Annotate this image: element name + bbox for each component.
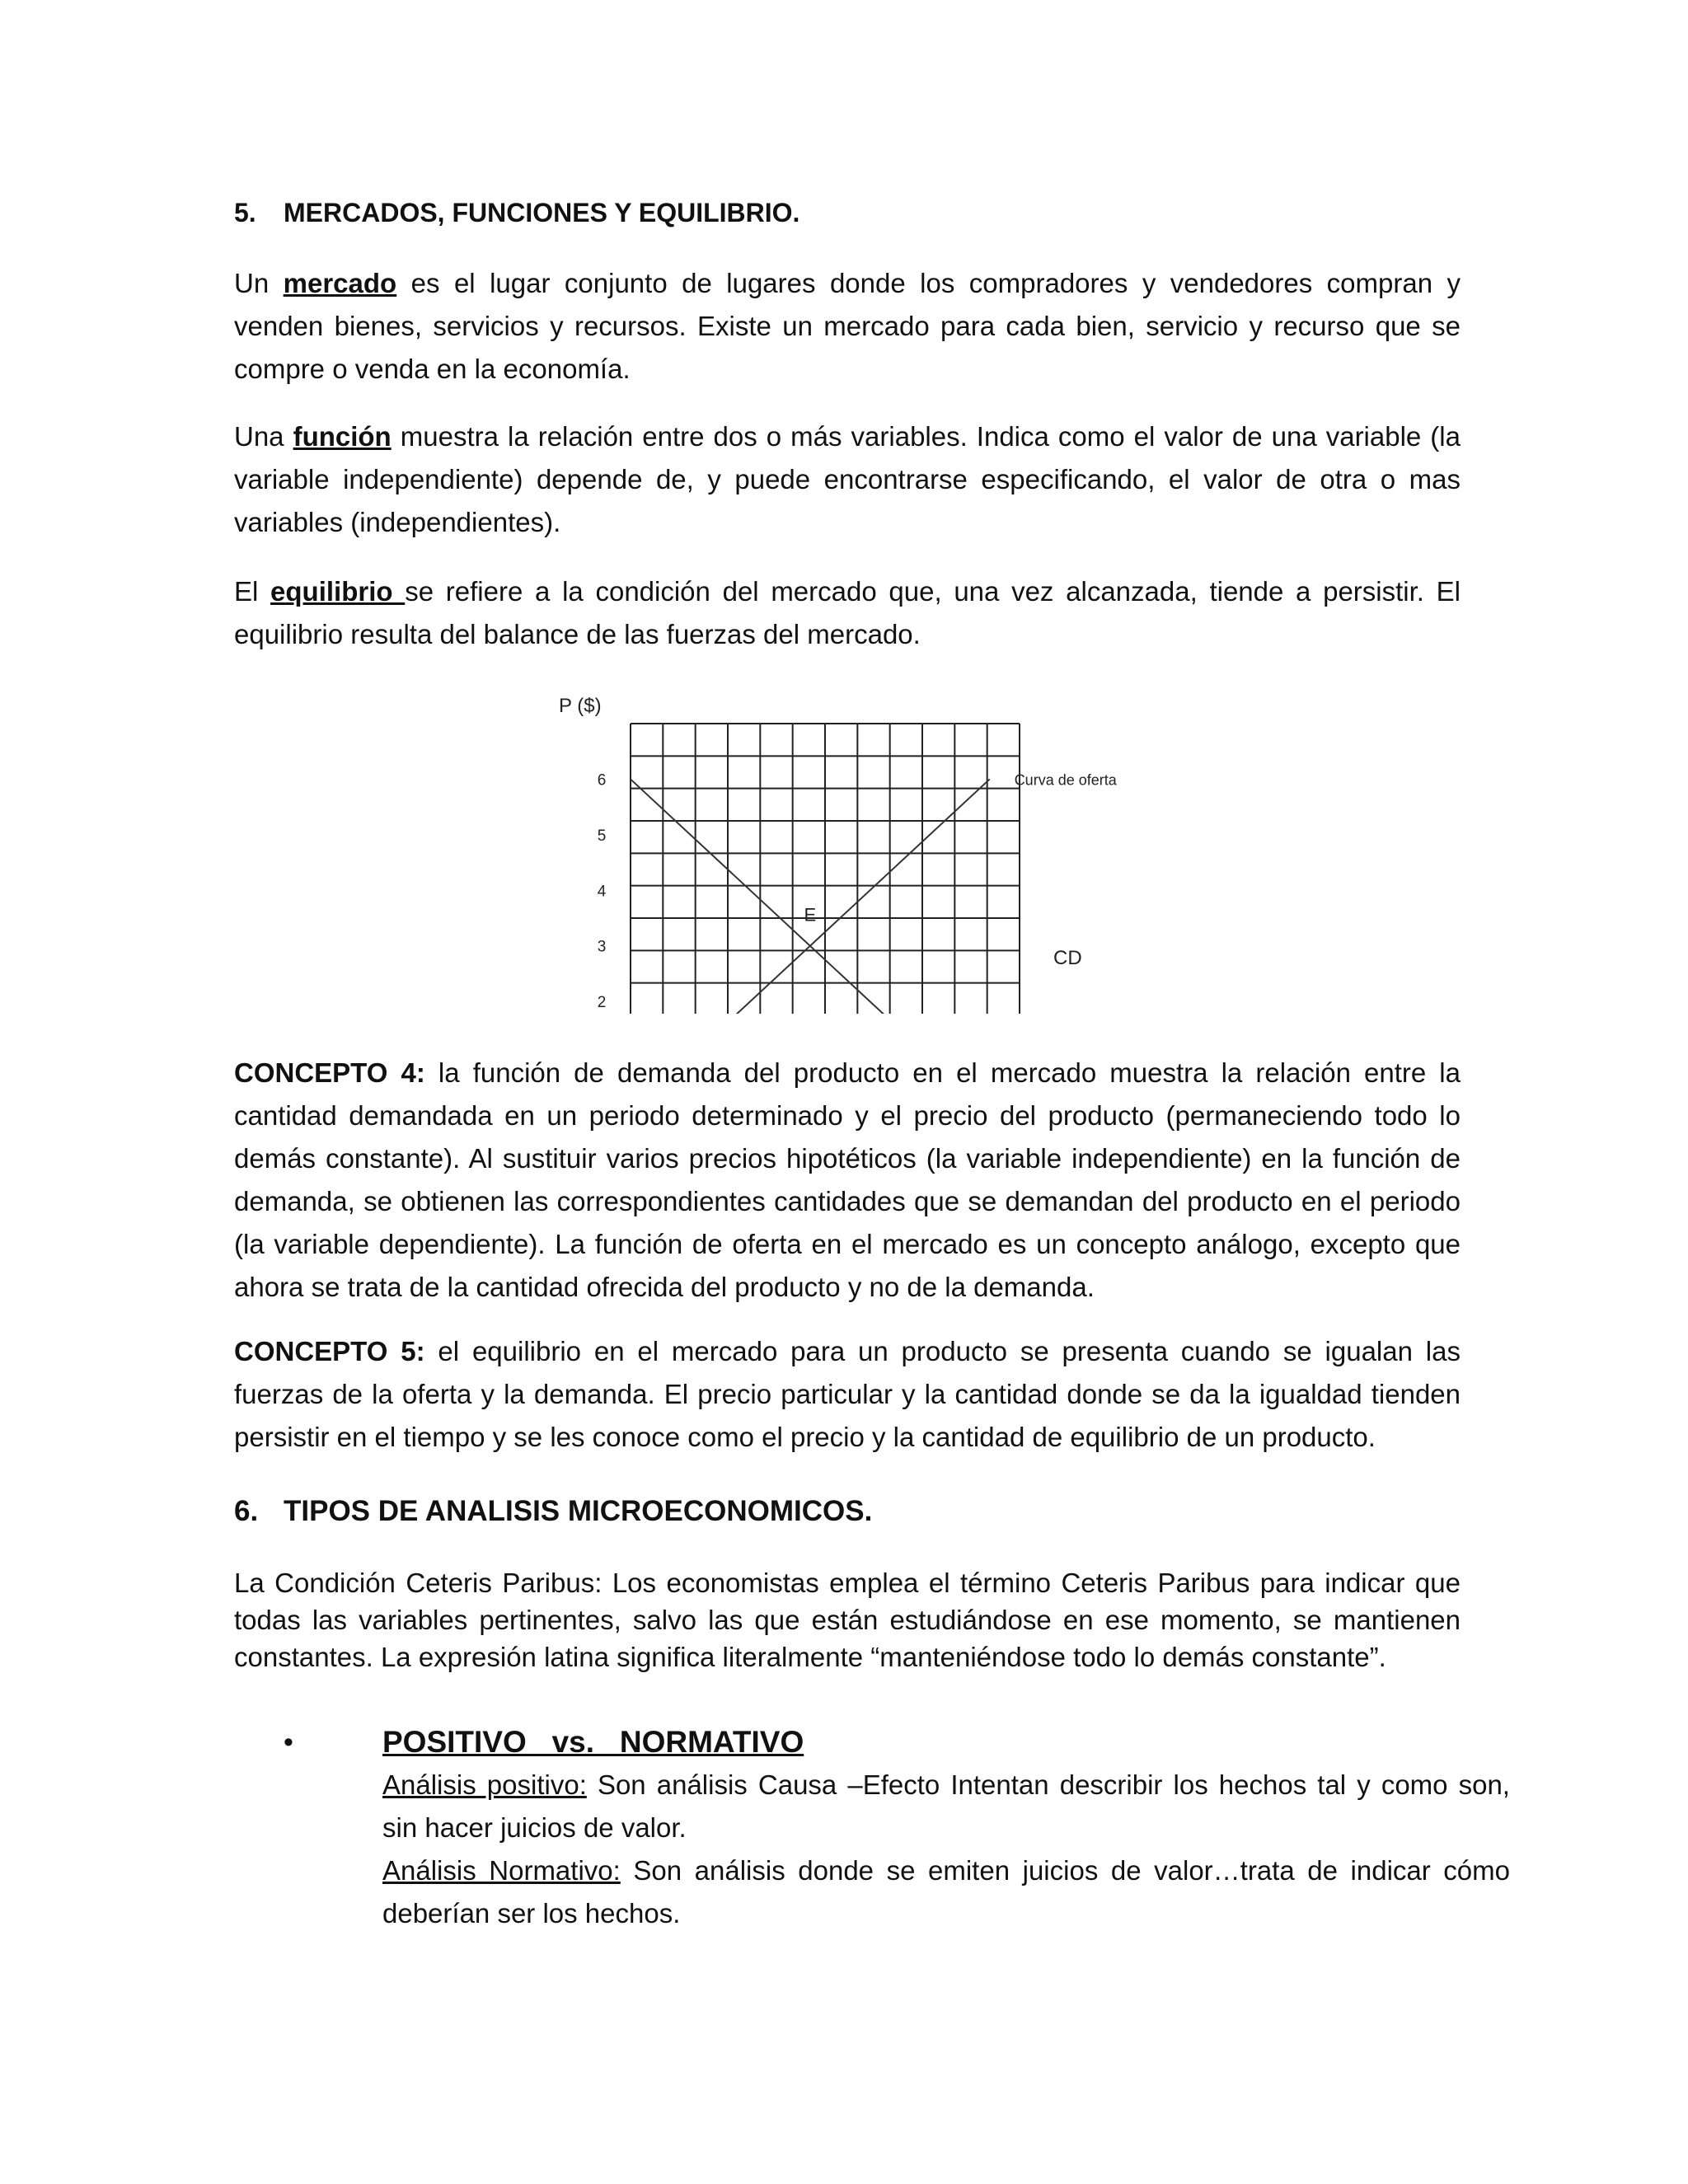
paragraph-concepto-5 [234, 1330, 1461, 1459]
section-5-heading [234, 198, 799, 228]
y-tick-label: 3 [597, 938, 607, 956]
paragraph-equilibrio-text: se refiere a la condición del mercado que, una vez alcanzada, tiende a persistir. El equilibrio resulta del balance de las fuerzas del mercado. [234, 576, 1461, 649]
paragraph-concepto-4 [234, 1052, 1461, 1309]
analisis-positivo [382, 1764, 1510, 1849]
paragraph-mercado [234, 262, 1461, 391]
term-funcion: función [293, 421, 392, 452]
analisis-positivo-label: Análisis positivo: [382, 1769, 587, 1800]
paragraph-funcion-intro: Una [234, 421, 293, 452]
section-6-title: TIPOS DE ANALISIS MICROECONOMICOS. [284, 1495, 873, 1527]
demand-curve-line [631, 779, 959, 1014]
paragraph-mercado-text: es el lugar conjunto de lugares donde los compradores y vendedores compran y venden bienes, servicios y recursos. Existe un mercado para cada bien, servicio y recurso que se compre o venda en la economía. [234, 268, 1461, 384]
x-axis-label: CD [1053, 947, 1082, 969]
y-axis-label: P ($) [559, 695, 602, 717]
term-mercado: mercado [283, 268, 397, 298]
analisis-normativo [382, 1849, 1510, 1935]
paragraph-equilibrio [234, 570, 1461, 656]
paragraph-ceteris-paribus: La Condición Ceteris Paribus: Los economistas emplea el término Ceteris Paribus para indicar que todas las variables pertinentes, salvo las que están estudiándose en ese momento, se mantienen constantes. La expresión latina significa literalmente “manteniéndose todo lo demás constante”. [234, 1568, 1461, 1672]
y-tick-label: 6 [597, 771, 607, 790]
bullet-body [382, 1721, 1510, 1935]
concepto-4-text: la función de demanda del producto en el mercado muestra la relación entre la cantidad demandada en un periodo determinado y el precio del producto (permaneciendo todo lo demás constante). Al sustituir varios precios hipotéticos (la variable independiente) en la función de demanda, se obtienen las correspondientes cantidades que se demandan del producto en el periodo (la variable dependiente). La función de oferta en el mercado es un concepto análogo, excepto que ahora se trata de la cantidad ofrecida del producto y no de la demanda. [234, 1057, 1461, 1302]
supply-curve-line [631, 779, 990, 1014]
equilibrium-label: E [804, 904, 817, 926]
concepto-5-label: CONCEPTO 5: [234, 1336, 425, 1366]
term-equilibrio: equilibrio [270, 576, 406, 607]
chart-grid [631, 724, 1020, 1014]
analisis-normativo-text: Son análisis donde se emiten juicios de valor…trata de indicar cómo deberían ser los hechos. [382, 1855, 1510, 1929]
paragraph-equilibrio-intro: El [234, 576, 271, 607]
bullet-icon: • [284, 1727, 293, 1758]
y-tick-label: 5 [597, 827, 607, 845]
analisis-normativo-label: Análisis Normativo: [382, 1855, 621, 1886]
chart-labels [559, 695, 1118, 1014]
concepto-4-label: CONCEPTO 4: [234, 1057, 425, 1088]
paragraph-funcion-text: muestra la relación entre dos o más variables. Indica como el valor de una variable (la variable independiente) depende de, y puede encontrarse especificando, el valor de otra o mas variables (independientes). [234, 421, 1461, 537]
section-6-number: 6. [234, 1495, 259, 1527]
chart-series [631, 779, 990, 1014]
section-5-number: 5. [234, 198, 256, 227]
analisis-positivo-text: Son análisis Causa –Efecto Intentan describir los hechos tal y como son, sin hacer juicios de valor. [382, 1769, 1510, 1843]
bullet-title: POSITIVO vs. NORMATIVO [382, 1725, 804, 1759]
y-tick-label: 2 [597, 994, 607, 1012]
paragraph-mercado-intro: Un [234, 268, 284, 298]
supply-curve-label: Curva de oferta [1014, 771, 1117, 789]
y-tick-label: 4 [597, 883, 607, 901]
paragraph-funcion [234, 415, 1461, 544]
concepto-5-text: el equilibrio en el mercado para un producto se presenta cuando se igualan las fuerzas de la oferta y la demanda. El precio particular y la cantidad donde se da la igualdad tienden persistir en el tiempo y se les conoce como el precio y la cantidad de equilibrio de un producto. [234, 1336, 1461, 1452]
section-6-heading [234, 1495, 872, 1528]
section-5-title: MERCADOS, FUNCIONES Y EQUILIBRIO. [284, 198, 800, 227]
